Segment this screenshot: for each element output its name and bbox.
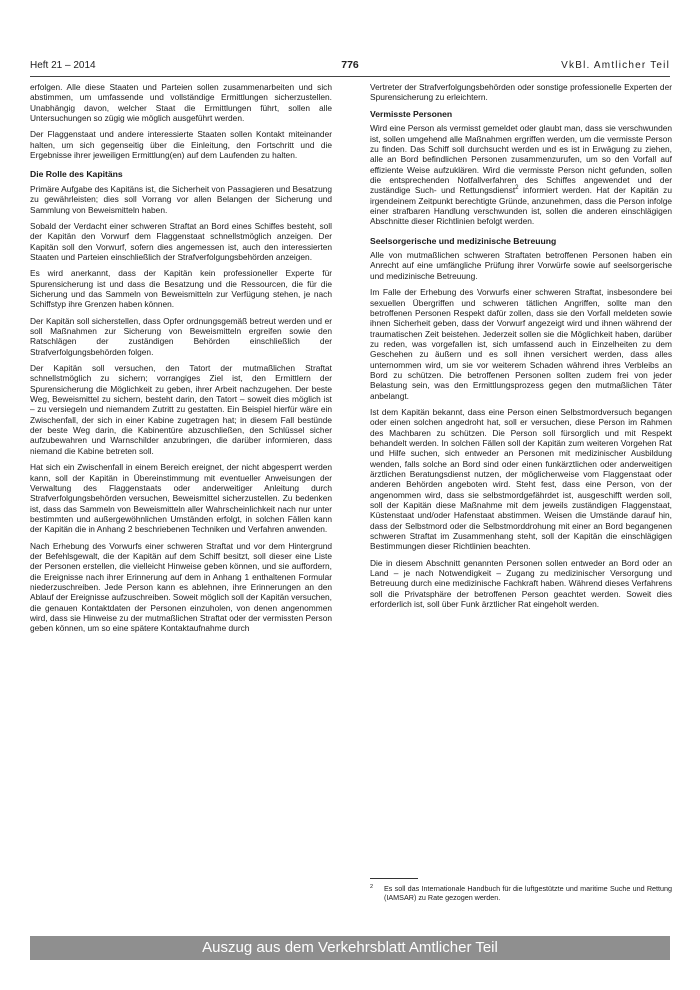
page-number: 776 <box>341 59 359 71</box>
paragraph: Primäre Aufgabe des Kapitäns ist, die Sicherheit von Passagieren und Besatzung zu gewährleisten; dies soll Vorrang vor allen Belangen der Sicherung und Sammlung von Beweismitteln haben. <box>30 183 332 215</box>
section-heading: Die Rolle des Kapitäns <box>30 169 123 180</box>
paragraph: Alle von mutmaßlichen schweren Straftaten betroffenen Personen haben ein Anrecht auf eine umfängliche Prüfung ihrer Vorwürfe sowie auf seelsorgerische und medizinische Betreuung. <box>370 250 672 281</box>
footnote <box>370 884 672 902</box>
paragraph: Es wird anerkannt, dass der Kapitän kein professioneller Experte für Spurensicherung ist und dass die Besatzung und die Ressourcen, die für die Sicherung und das Sammeln von Beweismitteln zur Verfügung stehen, je nach Schiffstyp ihre Grenzen haben können. <box>30 268 332 310</box>
footnote-divider <box>370 878 418 879</box>
paragraph: Der Kapitän soll sicherstellen, dass Opfer ordnungsgemäß betreut werden und er soll Maßnahmen zur Sicherung von Beweismitteln ergreifen sowie den Ratschlägen der zuständigen Behörden einschließlich der Strafverfolgungsbehörden folgen. <box>30 315 332 357</box>
paragraph: Ist dem Kapitän bekannt, dass eine Person einen Selbstmordversuch begangen oder einen solchen angedroht hat, soll er versuchen, diese Person im Rahmen des Machbaren zu schützen. Die Person soll fürsorglich und mit Respekt behandelt werden. In solchen Fällen soll der Kapitän zum weiteren Vorgehen Rat und Hilfe suchen, sich entweder an Personen mit medizinischer Ausbildung wenden, falls solche an Bord sind oder einen funkärztlichen oder anderweitigen ärztlichen Beratungsdienst nutzen, der möglicherweise vom Flaggenstaat oder anderen Behörden angeboten wird. Steht fest, dass eine Person, von der angenommen wird, dass sie selbstmordgefährdet ist, ausgeschifft werden soll, soll der Kapitän diese Maßnahme mit dem jeweils zuständigen Flaggenstaat, Küstenstaat und/oder Hafenstaat abstimmen. Weisen die Umstände darauf hin, dass der Selbstmord oder die Selbstmorddrohung mit einer an Bord begangenen schweren Straftat im Zusammenhang steht, soll der Kapitän die einschlägigen Bestimmungen dieser Richtlinien beachten. <box>370 406 672 552</box>
paragraph: Hat sich ein Zwischenfall in einem Bereich ereignet, der nicht abgesperrt werden kann, soll der Kapitän in Übereinstimmung mit eventueller Anweisungen der Verwaltung des Flaggenstaats oder anderweitiger Anleitung durch Strafverfolgungsbehörden versuchen, Beweismittel sicherzustellen. Zu bedenken ist, dass das Sammeln von Beweismitteln aller Wahrscheinlichkeit nach nur unter bestimmten und außergewöhnlichen Umständen erfolgt, in solchen Fällen kann der Kapitän die in Anhang 2 beschriebenen Techniken und Verfahren anwenden. <box>30 462 332 535</box>
paragraph-part: informiert werden. Hat der Kapitän zu irgendeinem Zeitpunkt berechtigte Gründe, anzunehmen, dass die Person infolge einer strafbaren Handlung verschwunden ist, sollen die anderen einschlägigen Abschnitte dieser Richtlinien befolgt werden. <box>370 185 672 227</box>
paragraph: Vertreter der Strafverfolgungsbehörden oder sonstige professionelle Experten der Spurensicherung zu erleichtern. <box>370 82 672 103</box>
header-divider <box>30 76 670 77</box>
footnote-number: 2 <box>370 884 374 890</box>
left-column <box>30 82 332 640</box>
footnote-reference: 2 <box>515 185 519 192</box>
right-column <box>370 82 672 615</box>
paragraph: Die in diesem Abschnitt genannten Personen sollen entweder an Bord oder an Land – je nach Notwendigkeit – Zugang zu medizinischer Versorgung und Betreuung durch eine medizinische Fachkraft haben. Während dieses Verfahrens soll die Privatsphäre der betroffenen Person geachtet werden. Soweit dies erforderlich ist, soll über Funk ärztlicher Rat eingeholt werden. <box>370 557 672 610</box>
paragraph-part: Wird eine Person als vermisst gemeldet oder glaubt man, dass sie verschwunden ist, sollen umgehend alle Maßnahmen ergriffen werden, um die vermisste Person zu finden. Das Schiff soll durchsucht werden und es ist in Erwägung zu ziehen, alle an Bord befindlichen Personen zusammenzurufen, um so den Vorfall auf effiziente Weise aufzuklären. Wird die vermisste Person nicht gefunden, sollen die entsprechenden Notfallverfahren des Schiffes angewendet und der zuständige Such- und Rettungsdienst <box>370 123 672 196</box>
publication-title: VkBl. Amtlicher Teil <box>561 60 670 71</box>
paragraph: Der Kapitän soll versuchen, den Tatort der mutmaßlichen Straftat schnellstmöglich zu sichern; vorrangiges Ziel ist, den Ermittlern der Spurensicherung die Möglichkeit zu geben, ihrer Arbeit nachzugehen. Der beste Weg, Beweismittel zu sichern, besteht darin, den Tatort – soweit dies möglich ist – zu versiegeln und niemandem Zutritt zu gestatten. Ein Beispiel hierfür wäre ein Zwischenfall, der sich in einer Kabine zugetragen hat; in diesem Fall bestünde der beste Weg darin, die Kabinentüre abzuschließen, den Schlüssel sicher aufzubewahren und Warnschilder anzubringen, die darüber informieren, dass niemand die Kabine betreten soll. <box>30 363 332 456</box>
footer-banner: Auszug aus dem Verkehrsblatt Amtlicher Teil <box>30 936 670 960</box>
paragraph: Im Falle der Erhebung des Vorwurfs einer schweren Straftat, insbesondere bei sexuellen Übergriffen und schweren tätlichen Angriffen, sollte man den betroffenen Personen Respekt dafür zollen, dass sie den Vorfall meldeten sowie ihnen Sicherheit geben, dass der Vorwurf angezeigt wird und ihnen während der traumatischen Zeit beistehen. Jederzeit sollen sie die Möglichkeit haben, darüber zu reden, was vorgefallen ist, sich umfassend auch in Einzelheiten zu dem Geschehen zu äußern und es soll ihnen versichert werden, dass alles unternommen wird, um sie vor weiterem Schaden während ihres Verbleibs an Bord zu schützen. Die betroffenen Personen sollten zudem frei von jeder Belastung sein, was den Ermittlungsprozess gegen den mutmaßlichen Täter anbelangt. <box>370 287 672 401</box>
section-heading: Vermisste Personen <box>370 108 453 119</box>
section-heading: Seelsorgerische und medizinische Betreuung <box>370 235 557 246</box>
paragraph <box>370 123 672 226</box>
footnote-text: Es soll das Internationale Handbuch für die luftgestützte und maritime Suche und Rettung (IAMSAR) zu Rate gezogen werden. <box>384 884 672 902</box>
paragraph: erfolgen. Alle diese Staaten und Parteien sollen zusammenarbeiten und sich abstimmen, um umfassende und vollständige Ermittlungen sicherzustellen. Unabhängig davon, welcher Staat die Ermittlungen führt, sollen alle Untersuchungen so zügig wie möglich ausgeführt werden. <box>30 82 332 124</box>
paragraph: Der Flaggenstaat und andere interessierte Staaten sollen Kontakt miteinander halten, um sich gegenseitig über die Einleitung, den Fortschritt und die Ergebnisse ihrer jeweiligen Ermittlung(en) auf dem Laufenden zu halten. <box>30 129 332 161</box>
issue-label: Heft 21 – 2014 <box>30 60 96 71</box>
paragraph: Nach Erhebung des Vorwurfs einer schweren Straftat und vor dem Hintergrund der Befehlsgewalt, die der Kapitän auf dem Schiff besitzt, soll dieser eine Liste der Personen erstellen, die vielleicht Hinweise geben können, und sie auffordern, die Ereignisse nach ihrer Erinnerung auf dem in Anhang 1 enthaltenen Formular niederzuschreiben. Jede Person kann es ablehnen, ihre Erinnerungen an den Ablauf der Ereignisse aufzuschreiben. Soweit möglich soll der Kapitän versuchen, die genauen Kontaktdaten der Personen einzuholen, von denen angenommen wird, dass sie Hinweise zu der mutmaßlichen Straftat oder der vermissten Person geben können, um so eine spätere Kontaktaufnahme durch <box>30 540 332 634</box>
page-header <box>30 58 670 76</box>
paragraph: Sobald der Verdacht einer schweren Straftat an Bord eines Schiffes besteht, soll der Kapitän den Vorwurf dem Flaggenstaat schnellstmöglich anzeigen. Der Kapitän soll den Vorwurf, sofern dies angemessen ist, auch den interessierten Staaten und Parteien einschließlich der Strafverfolgungsbehörden anzeigen. <box>30 220 332 262</box>
